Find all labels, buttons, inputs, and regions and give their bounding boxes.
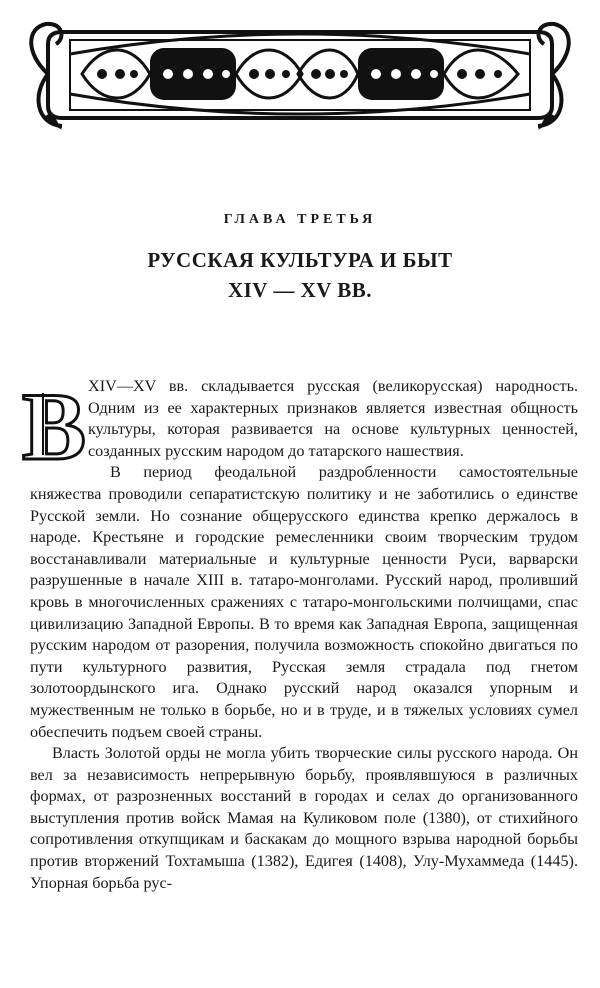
chapter-number: ГЛАВА ТРЕТЬЯ: [223, 212, 377, 227]
chapter-title-line-1: РУССКАЯ КУЛЬТУРА И БЫТ: [147, 248, 453, 272]
paragraph-1: [21, 373, 578, 480]
paragraph-2: В период феодальной раздробленности самостоятельные княжества проводили сепаратистскую политику и не заботились о единстве Русской земли. Но сознание общерусского единства крепко держалось в народе. Крестьяне и городские ремесленники своим творческим трудом восстанавливали материальные и культурные ценности Руси, варварски разрушенные в начале XIII в. татаро-монголами. Русский народ, проливший кровь в многочисленных сражениях с татаро-монгольскими полчищами, спас цивилизацию Западной Европы. В то время как Западная Европа, защищенная русским народом от разорения, получила возможность спокойно двигаться по пути культурного развития, Русская земля страдала под гнетом золотоордынского ига. Однако русский народ оказался упорным и мужественным не только в борьбе, но и в труде, и в тяжелых условиях сумел обеспечить подъем своей страны.: [30, 463, 578, 741]
chapter-title-line-2: XIV — XV ВВ.: [227, 278, 373, 302]
paragraph-1-text: XIV—XV вв. складывается русская (великорусская) народность. Одним из ее характерных признаков является известная общность культуры, которая развивается на основе культурных ценностей, созданных русским народом до татарского нашествия.: [88, 377, 578, 460]
chapter-title: [0, 245, 600, 305]
header-ornament: [22, 14, 578, 132]
drop-cap: [21, 373, 87, 480]
body-text: [21, 373, 578, 894]
drop-cap-letter: В: [21, 373, 87, 480]
paragraph-3: Власть Золотой орды не могла убить творческие силы русского народа. Он вел за независимость непрерывную борьбу, проявлявшуюся в различных формах, от разрозненных восстаний в городах и селах до организованного выступления против войск Мамая на Куликовом поле (1380), от стихийного сопротивления откупщикам и баскакам до мощного взрыва народной борьбы против вторжений Тохтамыша (1382), Едигея (1408), Улу-Мухаммеда (1445). Упорная борьба рус-: [30, 744, 578, 892]
